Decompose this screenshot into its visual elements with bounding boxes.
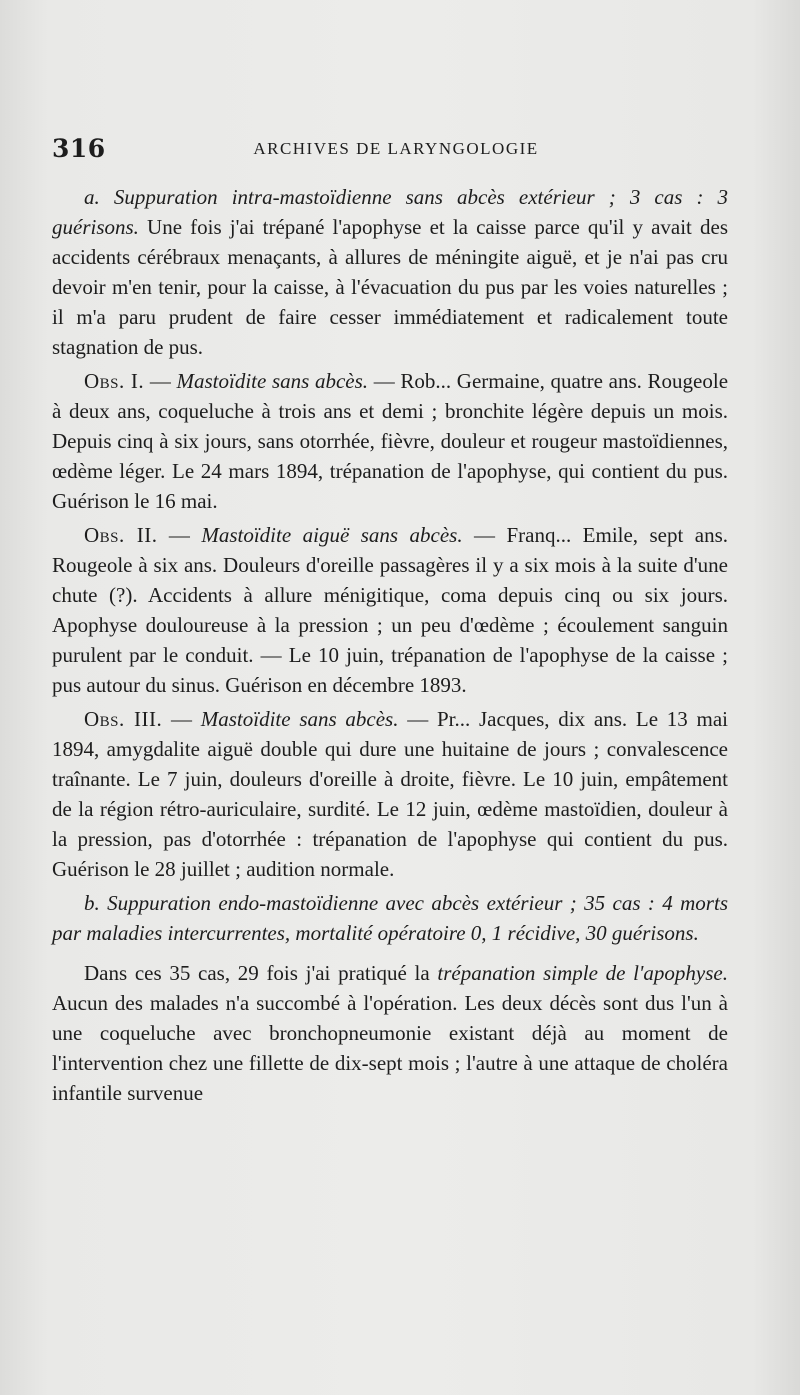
- obs-2-title: Mastoïdite aiguë sans abcès.: [201, 523, 463, 547]
- obs-1-title: Mastoïdite sans abcès.: [176, 369, 369, 393]
- final-text-end: Aucun des malades n'a succombé à l'opération. Les deux décès sont dus l'un à une coqueluche avec bronchopneumonie existant déjà au moment de l'intervention chez une fillette de dix-sept mois ; l'autre à une attaque de choléra infantile survenue: [52, 991, 728, 1105]
- obs-3-paragraph: [52, 704, 728, 884]
- obs-2-separator: —: [157, 523, 202, 547]
- obs-1-paragraph: [52, 366, 728, 516]
- final-text-start: Dans ces 35 cas, 29 fois j'ai pratiqué la: [84, 961, 438, 985]
- final-paragraph: [52, 958, 728, 1108]
- section-a-body: Une fois j'ai trépané l'apophyse et la caisse parce qu'il y avait des accidents cérébraux menaçants, à allures de méningite aiguë, et je n'ai pas cru devoir m'en tenir, pour la caisse, à l'évacuation du pus par les voies naturelles ; il m'a paru prudent de faire cesser immédiatement et radicalement toute stagnation de pus.: [52, 215, 728, 359]
- obs-2-body: — Franq... Emile, sept ans. Rougeole à six ans. Douleurs d'oreille passagères il y a six mois à la suite d'une chute (?). Accidents à allure ménigitique, coma depuis cinq ou six jours. Apophyse douloureuse à la pression ; un peu d'œdème ; écoulement sanguin purulent par le conduit. — Le 10 juin, trépanation de l'apophyse de la caisse ; pus autour du sinus. Guérison en décembre 1893.: [52, 523, 729, 697]
- obs-1-label: Obs. I.: [84, 369, 145, 393]
- obs-2-label: Obs. II.: [84, 523, 158, 547]
- section-a-title: a. Suppuration intra-mastoïdienne sans abcès extérieur ; 3 cas : 3 guérisons.: [52, 185, 728, 239]
- running-title: ARCHIVES DE LARYNGOLOGIE: [253, 139, 539, 158]
- final-emphasis: trépanation simple de l'apophyse.: [437, 961, 728, 985]
- page-header: [52, 134, 740, 168]
- section-a-paragraph: [52, 182, 728, 362]
- obs-1-separator: —: [144, 369, 177, 393]
- obs-3-title: Mastoïdite sans abcès.: [200, 707, 399, 731]
- page-number: 316: [52, 134, 106, 163]
- obs-3-label: Obs. III.: [84, 707, 163, 731]
- obs-3-body: — Pr... Jacques, dix ans. Le 13 mai 1894, amygdalite aiguë double qui dure une huitaine de jours ; convalescence traînante. Le 7 juin, douleurs d'oreille à droite, fièvre. Le 10 juin, empâtement de la région rétro-auriculaire, surdité. Le 12 juin, œdème mastoïdien, douleur à la pression, pas d'otorrhée : trépanation de l'apophyse qui contient du pus. Guérison le 28 juillet ; audition normale.: [52, 707, 729, 881]
- body-text: [52, 182, 728, 1112]
- obs-3-separator: —: [162, 707, 201, 731]
- obs-2-paragraph: [52, 520, 728, 700]
- obs-1-body: — Rob... Germaine, quatre ans. Rougeole à deux ans, coqueluche à trois ans et demi ; bronchite légère depuis un mois. Depuis cinq à six jours, sans otorrhée, fièvre, douleur et rougeur mastoïdiennes, œdème léger. Le 24 mars 1894, trépanation de l'apophyse, qui contient du pus. Guérison le 16 mai.: [52, 369, 729, 513]
- section-b-title: b. Suppuration endo-mastoïdienne avec abcès extérieur ; 35 cas : 4 morts par maladies intercurrentes, mortalité opératoire 0, 1 récidive, 30 guérisons.: [52, 891, 728, 945]
- section-b-paragraph: [52, 888, 728, 948]
